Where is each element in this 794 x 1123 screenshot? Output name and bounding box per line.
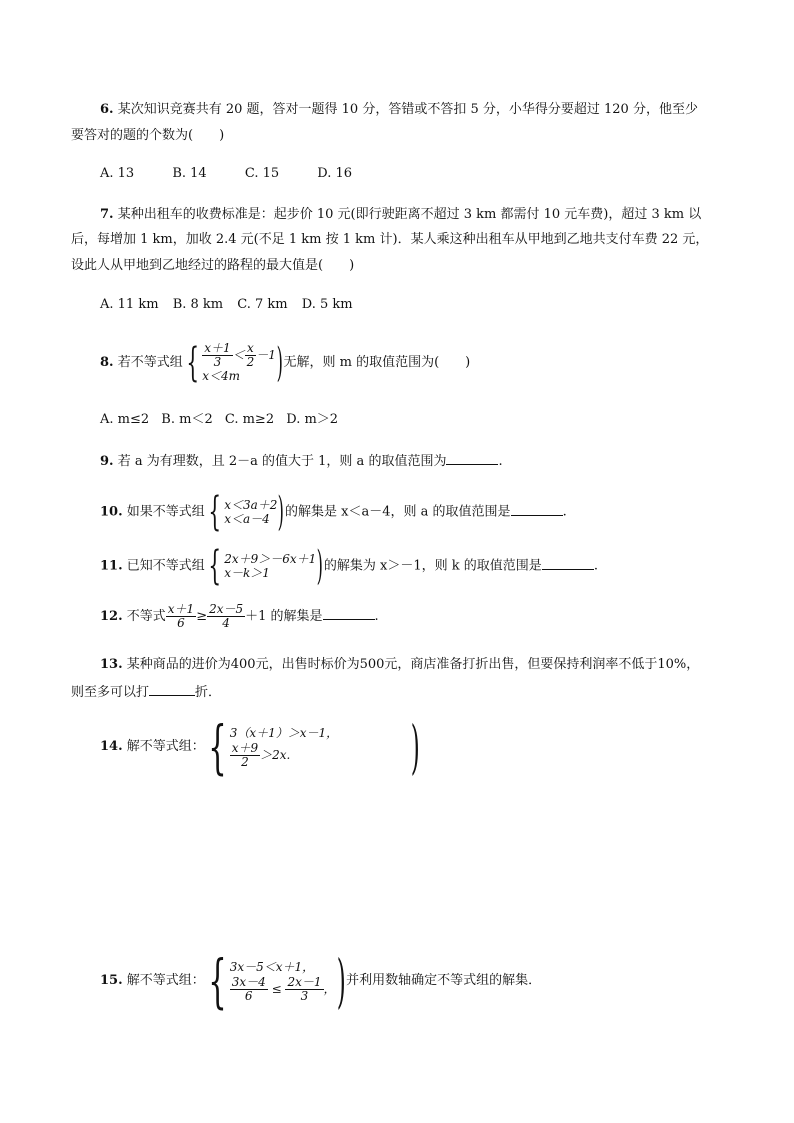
question-number: 14.: [100, 739, 123, 754]
comma: ，: [323, 981, 336, 996]
left-brace: {: [208, 712, 227, 781]
option-c[interactable]: C. m≥2: [224, 412, 275, 427]
fraction-denominator: 3: [213, 355, 222, 369]
left-brace: {: [208, 489, 221, 535]
inequality-system: [205, 489, 285, 535]
question-number: 8.: [100, 355, 114, 370]
question-number: 6.: [100, 102, 114, 117]
question-text: 某种商品的进价为400元，出售时标价为500元，商店准备打折出售，但要保持利润率不低于10%，: [126, 657, 700, 672]
question-text: 则至多可以打: [71, 685, 150, 700]
answer-blank[interactable]: [542, 555, 594, 570]
answer-blank[interactable]: [511, 501, 563, 516]
question-text: 无解，则 m 的取值范围为( ): [283, 355, 471, 370]
right-paren: ): [336, 946, 346, 1015]
option-b[interactable]: B. m＜2: [161, 412, 213, 427]
inequality-system: [205, 946, 346, 1015]
question-text: 不等式: [126, 609, 166, 624]
fraction: [166, 603, 196, 630]
option-c[interactable]: C. 15: [244, 166, 280, 181]
system-row-1: 3（x＋1）＞x－1，: [229, 725, 339, 740]
fraction-numerator: x＋1: [167, 602, 195, 616]
q8-options: [100, 410, 346, 430]
q6-options: [100, 164, 386, 184]
question-text: 要答对的题的个数为( ): [71, 128, 225, 143]
question-number: 7.: [100, 207, 114, 222]
fraction-numerator: 2x－1: [287, 974, 322, 989]
fraction-numerator: x＋9: [231, 740, 259, 755]
q14-line: [100, 712, 421, 782]
fraction-denominator: 6: [177, 616, 185, 630]
question-text: 某次知识竞赛共有 20 题，答对一题得 10 分，答错或不答扣 5 分，小华得分要超过 120 分，他至少: [117, 102, 698, 117]
system-row-1: x＜3a＋2: [224, 498, 278, 512]
period: .: [498, 454, 503, 469]
answer-blank[interactable]: [446, 450, 498, 465]
question-text: ＋1 的解集是: [245, 609, 323, 624]
fraction-numerator: 3x－4: [231, 974, 266, 989]
fraction-denominator: 4: [222, 616, 230, 630]
question-text: 某种出租车的收费标准是：起步价 10 元(即行驶距离不超过 3 km 都需付 10 元车费)，超过 3 km 以: [117, 207, 702, 222]
answer-blank[interactable]: [323, 605, 375, 620]
left-brace: {: [208, 543, 221, 589]
system-row-2: x＜a－4: [224, 512, 270, 526]
q7-options: [100, 295, 363, 315]
answer-blank[interactable]: [149, 681, 195, 696]
option-b[interactable]: B. 14: [172, 166, 207, 181]
option-d[interactable]: D. m＞2: [286, 412, 339, 427]
q15-line: [100, 946, 541, 1016]
question-number: 9.: [100, 454, 114, 469]
question-number: 11.: [100, 558, 123, 574]
q6-line2: [71, 126, 224, 146]
question-text: 的解集为 x＞－1，则 k 的取值范围是: [323, 558, 542, 574]
question-text: 如果不等式组: [126, 504, 205, 520]
period: .: [374, 609, 379, 624]
system-row-2: x－k＞1: [224, 566, 270, 580]
expression-tail: ＞2x.: [260, 747, 291, 762]
q13-line2: [71, 681, 221, 703]
question-text: 后，每增加 1 km，加收 2.4 元(不足 1 km 按 1 km 计)．某人乘这种出租车从甲地到乙地共支付车费 22 元，: [71, 232, 709, 247]
inequality-system: [205, 712, 421, 781]
fraction-denominator: 6: [244, 988, 253, 1003]
q7-line2: [71, 230, 708, 250]
inequality-system: [205, 543, 324, 589]
option-a[interactable]: A. 11 km: [100, 297, 159, 312]
less-equal: ≤: [271, 981, 282, 996]
inequality-system: [183, 339, 284, 386]
period: .: [593, 558, 598, 574]
question-text: 若 a 为有理数，且 2－a 的值大于 1，则 a 的取值范围为: [117, 454, 447, 469]
option-a[interactable]: A. m≤2: [100, 412, 150, 427]
question-text: 设此人从甲地到乙地经过的路程的最大值是( ): [71, 258, 355, 273]
q10-line: [100, 489, 567, 535]
less-than: ＜: [232, 348, 245, 362]
question-text: 折．: [195, 685, 222, 700]
right-paren: ): [410, 712, 420, 781]
system-row-1: 3x－5＜x＋1，: [229, 959, 315, 974]
q9-line: [100, 450, 503, 472]
option-a[interactable]: A. 13: [100, 166, 135, 181]
question-number: 15.: [100, 973, 123, 988]
left-brace: {: [186, 339, 199, 386]
fraction-numerator: x＋1: [204, 341, 231, 355]
q13-line1: [100, 655, 699, 675]
question-text: 解不等式组：: [126, 739, 205, 754]
option-d[interactable]: D. 16: [317, 166, 353, 181]
fraction: [207, 603, 245, 630]
question-number: 10.: [100, 504, 123, 520]
option-d[interactable]: D. 5 km: [301, 297, 353, 312]
q12-line: [100, 600, 379, 634]
fraction-denominator: 2: [246, 355, 255, 369]
q8-line: [100, 338, 470, 388]
right-paren: ): [316, 543, 324, 589]
question-text: 解不等式组：: [126, 973, 205, 988]
option-c[interactable]: C. 7 km: [237, 297, 288, 312]
fraction-numerator: 2x－5: [209, 602, 244, 616]
system-row-1: 2x＋9＞－6x＋1: [224, 552, 317, 566]
q7-line1: [100, 205, 701, 225]
greater-equal: ≥: [196, 609, 208, 624]
left-brace: {: [208, 946, 227, 1015]
question-text: 并利用数轴确定不等式组的解集．: [346, 973, 542, 988]
question-text: 已知不等式组: [126, 558, 205, 574]
right-paren: ): [278, 489, 285, 535]
fraction-denominator: 3: [300, 988, 309, 1003]
period: .: [562, 504, 567, 520]
expression-tail: －1: [256, 348, 276, 362]
question-text: 的解集是 x＜a－4，则 a 的取值范围是: [285, 504, 511, 520]
fraction-numerator: x: [247, 341, 254, 355]
question-number: 13.: [100, 657, 123, 672]
q7-line3: [71, 256, 354, 276]
question-text: 若不等式组: [117, 355, 183, 370]
right-paren: ): [276, 339, 283, 386]
q6-line1: [100, 100, 698, 120]
system-row-2: x＜4m: [202, 369, 240, 383]
question-number: 12.: [100, 609, 123, 624]
option-b[interactable]: B. 8 km: [172, 297, 224, 312]
fraction-denominator: 2: [241, 754, 249, 769]
q11-line: [100, 543, 598, 589]
